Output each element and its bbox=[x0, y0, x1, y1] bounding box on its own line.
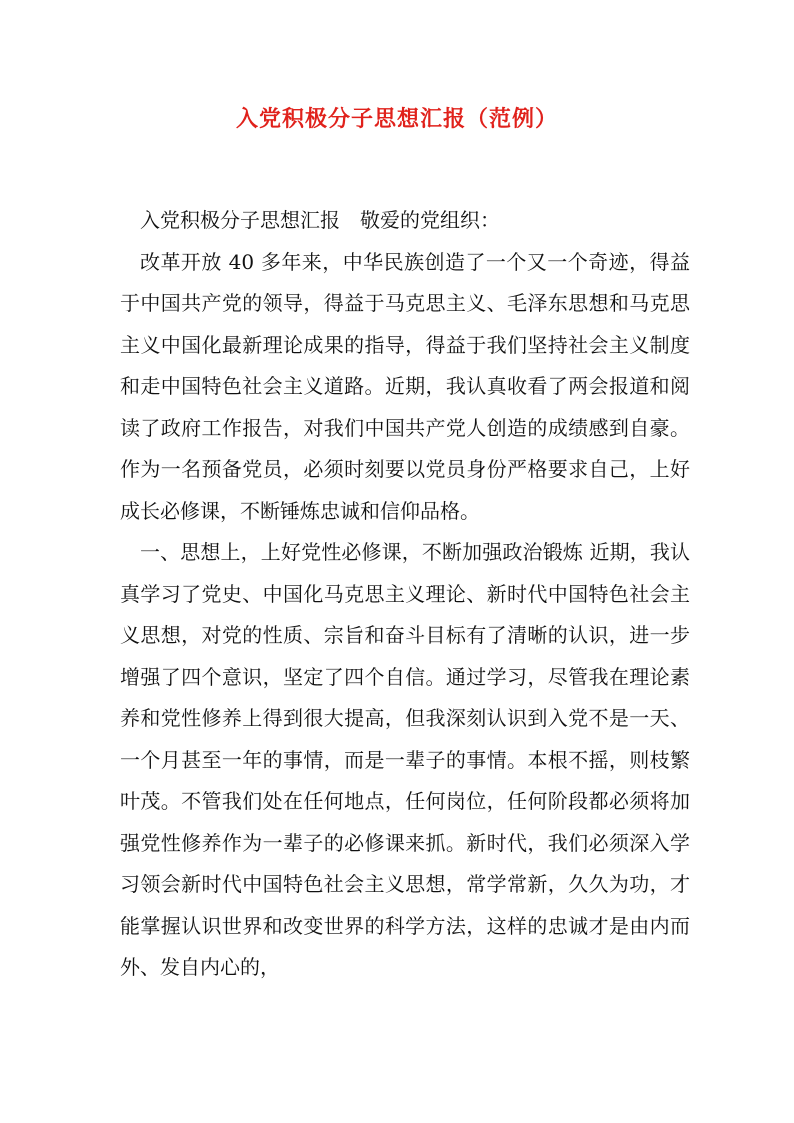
paragraph-intro: 改革开放 40 多年来，中华民族创造了一个又一个奇迹，得益于中国共产党的领导，得益于马克思主义、毛泽东思想和马克思主义中国化最新理论成果的指导，得益于我们坚持社会主义制度和走中国特色社会主义道路。近期，我认真收看了两会报道和阅读了政府工作报告，对我们中国共产党人创造的成绩感到自豪。作为一名预备党员，必须时刻要以党员身份严格要求自己，上好成长必修课，不断锤炼忠诚和信仰品格。 bbox=[120, 249, 690, 523]
paragraph-greeting: 入党积极分子思想汇报 敬爱的党组织： bbox=[140, 208, 500, 232]
document-body bbox=[120, 200, 690, 989]
paragraph-section-one: 一、思想上，上好党性必修课，不断加强政治锻炼 近期，我认真学习了党史、中国化马克思主义理论、新时代中国特色社会主义思想，对党的性质、宗旨和奋斗目标有了清晰的认识，进一步增强了四个意识，坚定了四个自信。通过学习，尽管我在理论素养和党性修养上得到很大提高，但我深刻认识到入党不是一天、一个月甚至一年的事情，而是一辈子的事情。本根不摇，则枝繁叶茂。不管我们处在任何地点，任何岗位，任何阶段都必须将加强党性修养作为一辈子的必修课来抓。新时代，我们必须深入学习领会新时代中国特色社会主义思想，常学常新，久久为功，才能掌握认识世界和改变世界的科学方法，这样的忠诚才是由内而外、发自内心的， bbox=[120, 540, 690, 979]
document-title: 入党积极分子思想汇报（范例） bbox=[235, 106, 558, 132]
